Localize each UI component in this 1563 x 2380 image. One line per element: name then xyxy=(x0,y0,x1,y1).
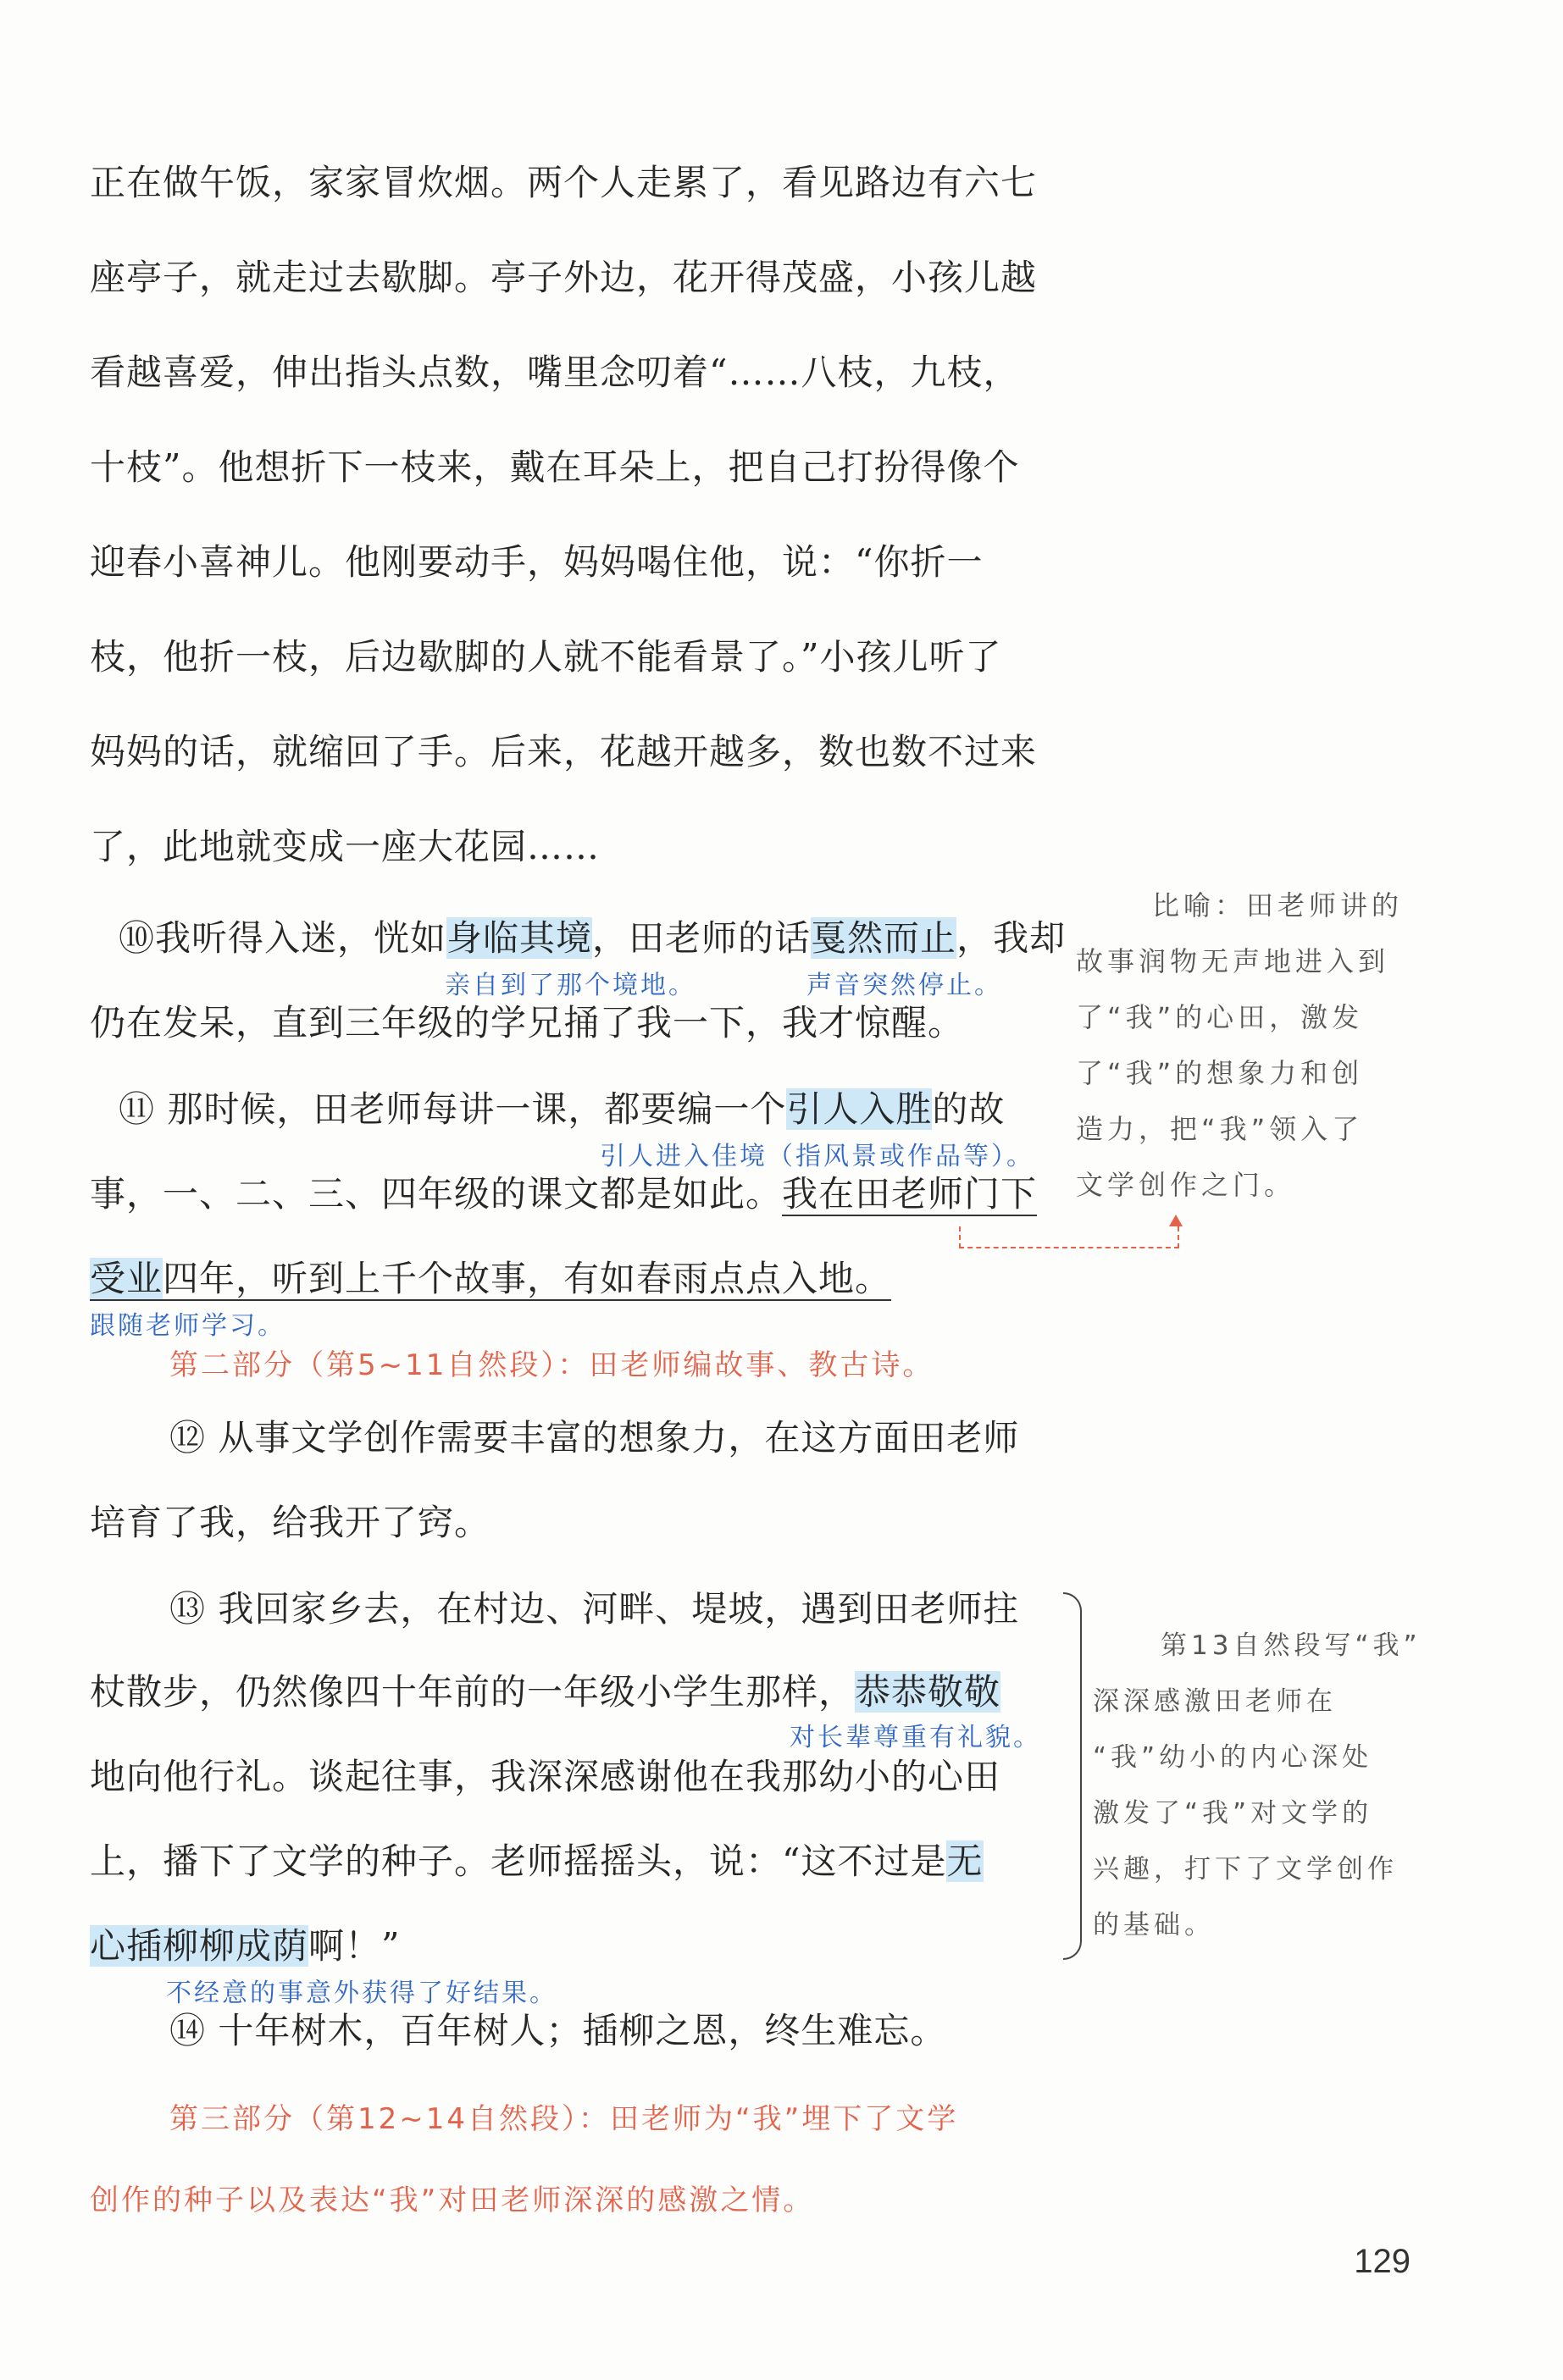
text: 的故 xyxy=(932,1088,1006,1130)
part-summary: 第二部分（第5~11自然段）：田老师编故事、教古诗。 xyxy=(169,1348,934,1382)
annotation-note: 不经意的事意外获得了好结果。 xyxy=(166,1979,557,2008)
text: 事，一、二、三、四年级的课文都是如此。 xyxy=(90,1173,783,1215)
text: 上，播下了文学的种子。老师摇摇头，说：“这不过是 xyxy=(90,1840,947,1882)
paragraph-13-line-2 xyxy=(90,1670,1000,1714)
side-note-line: 比喻：田老师讲的 xyxy=(1151,889,1403,922)
paragraph-13-line-3: 地向他行礼。谈起往事，我深深感谢他在我那幼小的心田 xyxy=(90,1756,1001,1797)
text-line: 座亭子，就走过去歇脚。亭子外边，花开得茂盛，小孩儿越 xyxy=(90,257,1038,298)
side-note-line: 造力，把“我”领入了 xyxy=(1076,1113,1364,1145)
side-note-line: 深深感激田老师在 xyxy=(1093,1686,1337,1717)
side-note xyxy=(1076,877,1432,1213)
annotation-note: 跟随老师学习。 xyxy=(90,1311,285,1341)
paragraph-12-line-2: 培育了我，给我开了窍。 xyxy=(90,1502,491,1543)
text: 杖散步，仍然像四十年前的一年级小学生那样， xyxy=(90,1671,856,1713)
annotation-note: 对长辈尊重有礼貌。 xyxy=(790,1723,1041,1752)
paragraph-10-line-2: 仍在发呆，直到三年级的学兄捅了我一下，我才惊醒。 xyxy=(90,1002,965,1043)
annotation-note: 声音突然停止。 xyxy=(806,971,1002,1000)
text-line: 看越喜爱，伸出指头点数，嘴里念叨着“……八枝，九枝， xyxy=(90,351,1020,393)
brace-icon xyxy=(1063,1592,1082,1960)
text-line: 枝，他折一枝，后边歇脚的人就不能看景了。”小孩儿听了 xyxy=(90,636,1002,678)
underlined-sentence: 四年，听到上千个故事，有如春雨点点入地。 xyxy=(163,1258,892,1299)
highlight-word: 戛然而止 xyxy=(811,917,957,959)
text-line: 妈妈的话，就缩回了手。后来，花越开越多，数也数不过来 xyxy=(90,731,1038,772)
paragraph-11-line-1 xyxy=(119,1088,1005,1132)
highlight-word: 受业 xyxy=(90,1258,164,1299)
paragraph-11-line-2 xyxy=(90,1172,1037,1216)
side-note-line: 的基础。 xyxy=(1093,1910,1215,1940)
highlight-word: 引人入胜 xyxy=(786,1088,933,1130)
paragraph-13-line-5 xyxy=(90,1924,401,1968)
pointer-arrow-icon xyxy=(1169,1215,1183,1226)
underlined-sentence: 我在田老师门下 xyxy=(782,1173,1038,1215)
side-note-line: 了“我”的心田，激发 xyxy=(1076,1001,1364,1033)
text-line: 迎春小喜神儿。他刚要动手，妈妈喝住他，说：“你折一 xyxy=(90,541,984,583)
paragraph-13-line-1: ⑬ 我回家乡去，在村边、河畔、堤坡，遇到田老师拄 xyxy=(169,1588,1020,1630)
side-note-line: 故事润物无声地进入到 xyxy=(1076,945,1390,977)
text-line: 正在做午饭，家家冒炊烟。两个人走累了，看见路边有六七 xyxy=(90,162,1038,203)
dashed-connector xyxy=(959,1226,1179,1248)
text: 啊！” xyxy=(308,1925,401,1967)
text: ⑪ 那时候，田老师每讲一课，都要编一个 xyxy=(119,1088,787,1130)
text-line: 十枝”。他想折下一枝来，戴在耳朵上，把自己打扮得像个 xyxy=(90,446,1020,488)
paragraph-12-line-1: ⑫ 从事文学创作需要丰富的想象力，在这方面田老师 xyxy=(169,1417,1020,1458)
side-note-line: 了“我”的想象力和创 xyxy=(1076,1057,1364,1089)
paragraph-14: ⑭ 十年树木，百年树人；插柳之恩，终生难忘。 xyxy=(169,2010,947,2051)
annotation-note: 引人进入佳境（指风景或作品等）。 xyxy=(600,1142,1034,1171)
paragraph-13-line-4 xyxy=(90,1840,984,1884)
paragraph-10-line-1 xyxy=(119,916,1066,960)
page-number: 129 xyxy=(1354,2243,1411,2280)
text: ，我却 xyxy=(956,917,1067,959)
text: ⑩我听得入迷，恍如 xyxy=(119,917,447,959)
annotation-note: 亲自到了那个境地。 xyxy=(445,971,696,1000)
text-line: 了，此地就变成一座大花园…… xyxy=(90,826,601,867)
part-summary: 创作的种子以及表达“我”对田老师深深的感激之情。 xyxy=(90,2184,815,2217)
highlight-word: 心插柳柳成荫 xyxy=(90,1925,309,1967)
side-note-line: “我”幼小的内心深处 xyxy=(1093,1742,1373,1773)
highlight-word: 身临其境 xyxy=(446,917,593,959)
side-note-line: 文学创作之门。 xyxy=(1076,1169,1296,1201)
side-note-line: 激发了“我”对文学的 xyxy=(1093,1798,1373,1829)
side-note-line: 兴趣，打下了文学创作 xyxy=(1093,1854,1398,1885)
paragraph-11-line-3 xyxy=(90,1257,891,1301)
side-note xyxy=(1093,1618,1432,1953)
text: ，田老师的话 xyxy=(592,917,812,959)
highlight-word: 恭恭敬敬 xyxy=(855,1671,1001,1713)
highlight-word: 无 xyxy=(946,1840,984,1882)
part-summary: 第三部分（第12~14自然段）：田老师为“我”埋下了文学 xyxy=(169,2102,959,2136)
side-note-line: 第13自然段写“我” xyxy=(1161,1630,1422,1661)
